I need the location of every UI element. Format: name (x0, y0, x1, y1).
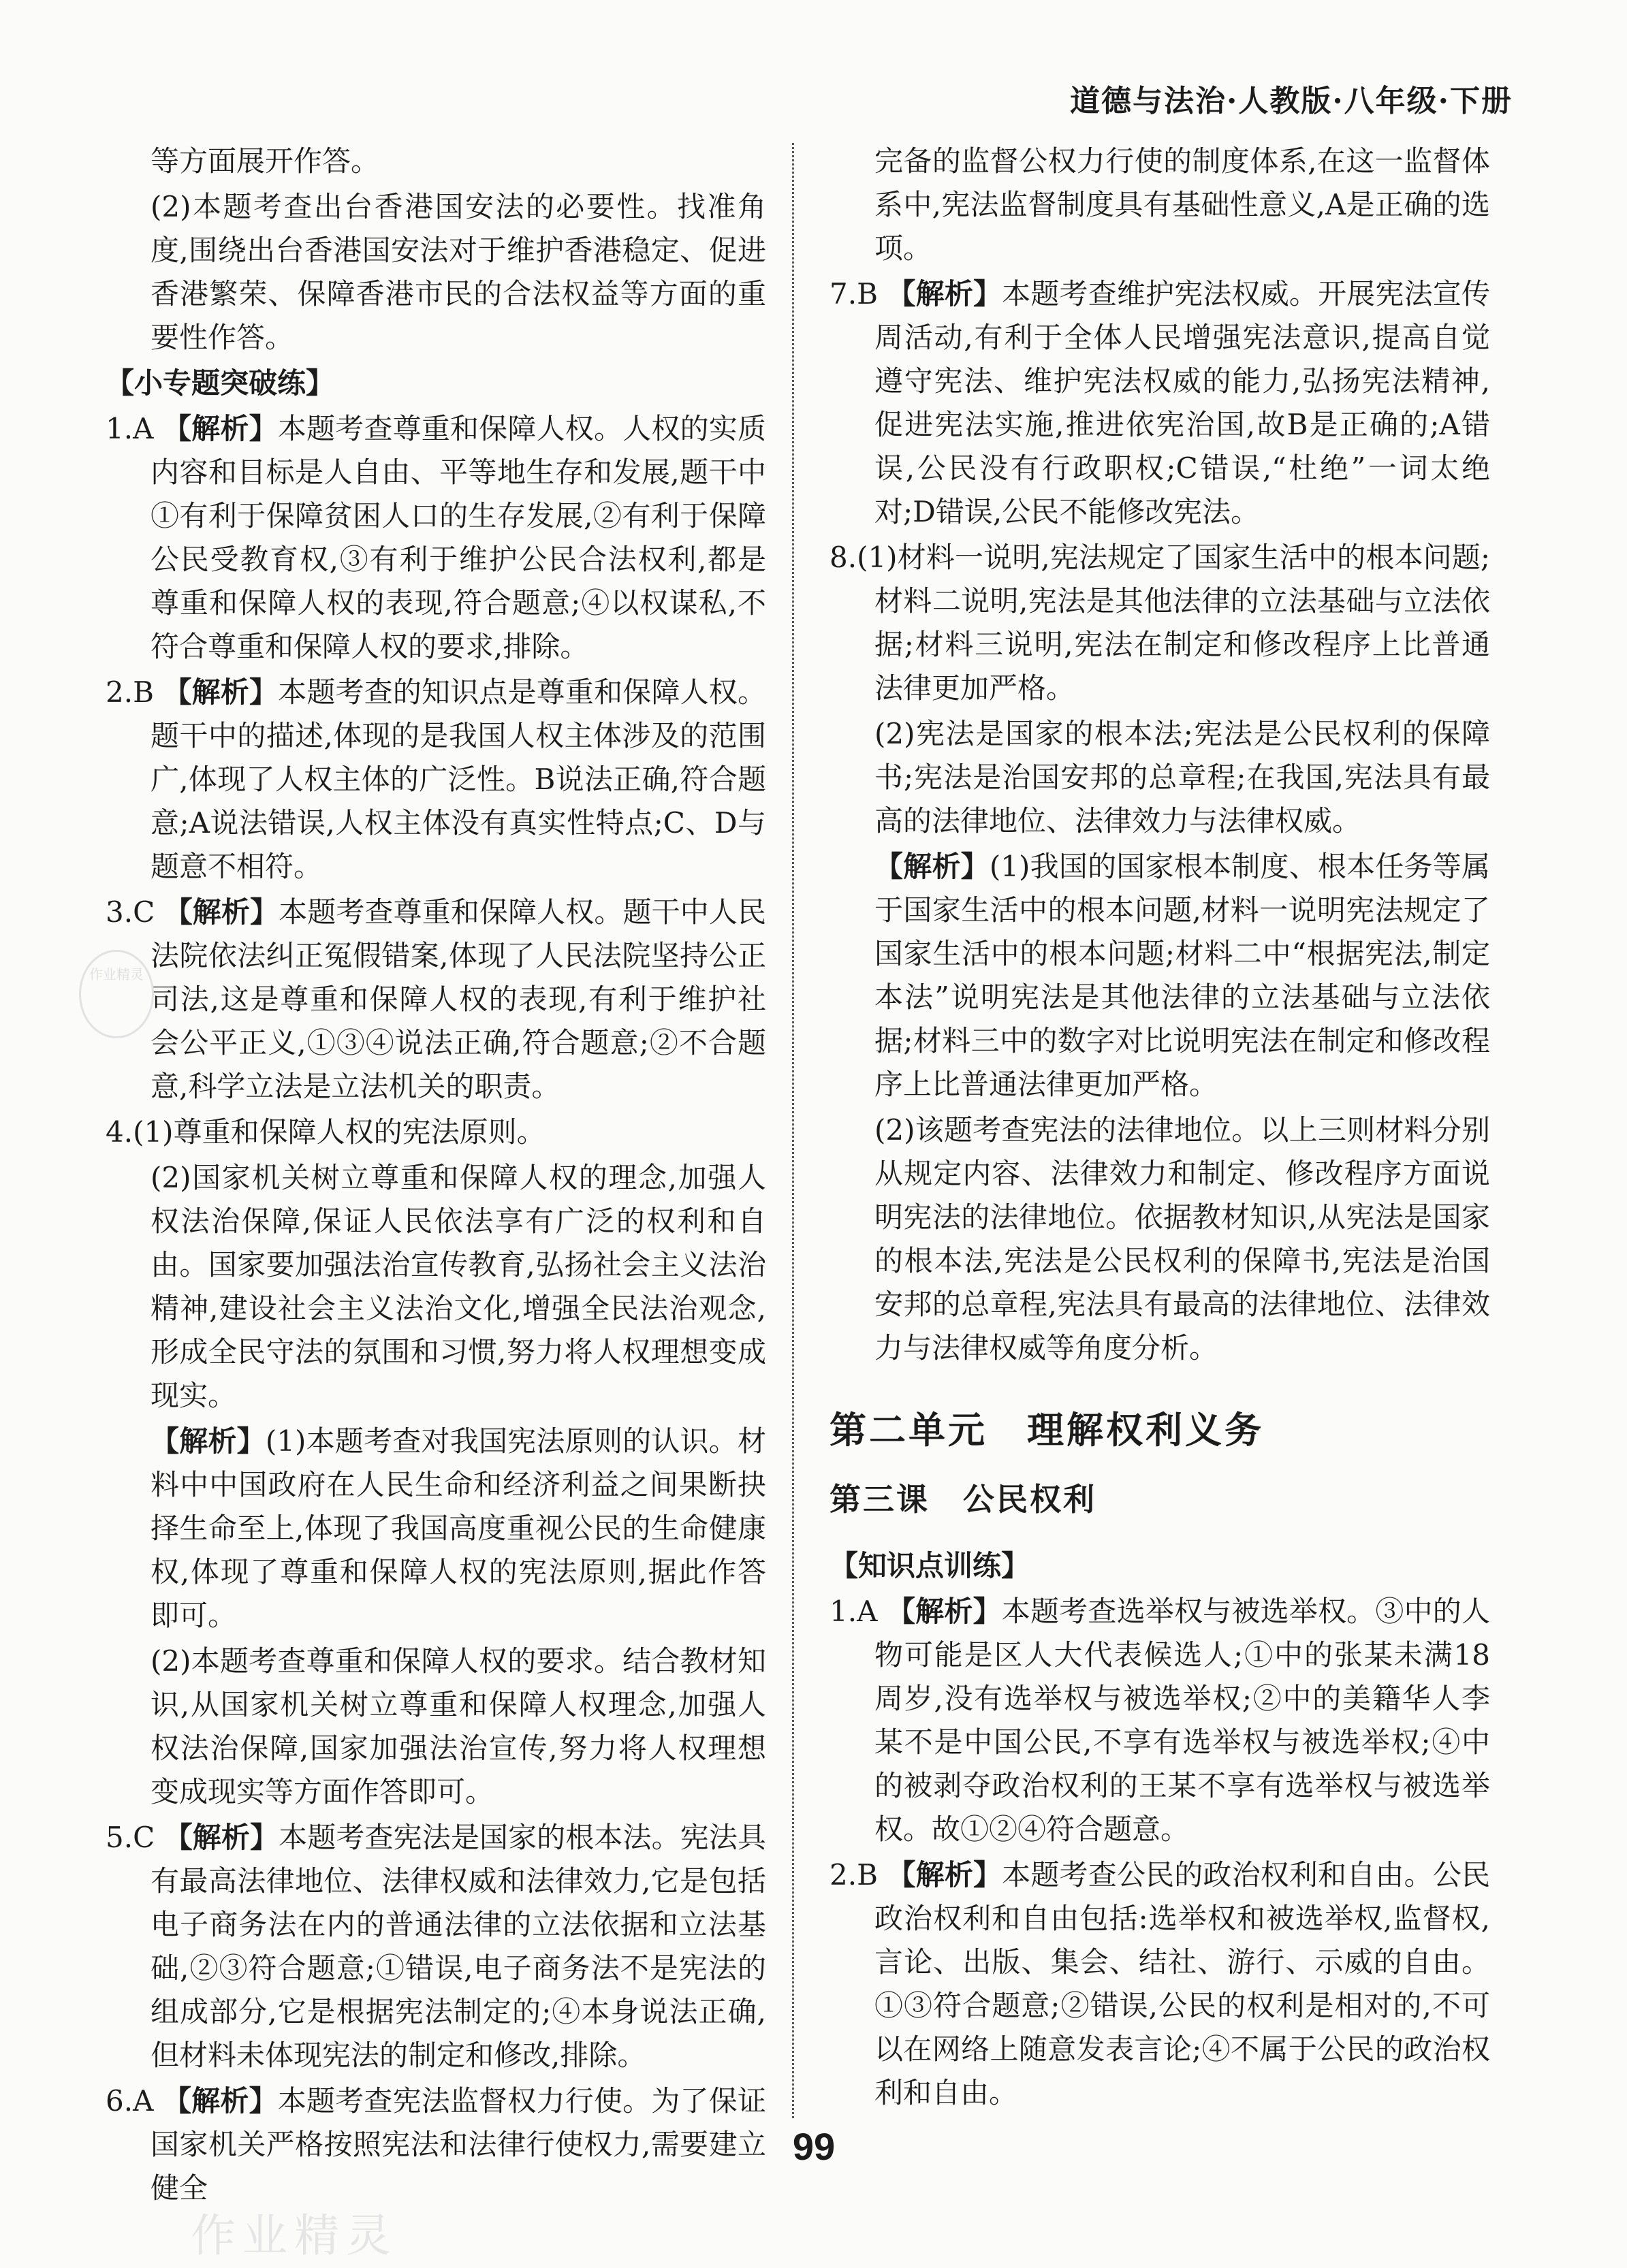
lesson-title: 第三课 公民权利 (830, 1481, 1096, 1518)
answer-item-4-part2: (2)国家机关树立尊重和保障人权的理念,加强人权法治保障,保证人民依法享有广泛的权利和自由。国家要加强法治宣传教育,弘扬社会主义法治精神,建设社会主义法治文化,增强全民法治观念,形成全民守法的氛围和习惯,努力将人权理想变成现实。 (151, 1161, 766, 1412)
knowledge-item-2: 2.B 【解析】本题考查公民的政治权利和自由。公民政治权利和自由包括:选举权和被选举权,监督权,言论、出版、集会、结社、游行、示威的自由。①③符合题意;②错误,公民的权利是相对的,不可以在网络上随意发表言论;④不属于公民的政治权利和自由。 (830, 1858, 1490, 2109)
answer-item-8: 8.(1)材料一说明,宪法规定了国家生活中的根本问题;材料二说明,宪法是其他法律的立法基础与立法依据;材料三说明,宪法在制定和修改程序上比普通法律更加严格。 (830, 541, 1490, 705)
analysis-item-8-part2: (2)该题考查宪法的法律地位。以上三则材料分别从规定内容、法律效力和制定、修改程序方面说明宪法的法律地位。依据教材知识,从宪法是国家的根本法,宪法是公民权利的保障书,宪法是治国安邦的总章程,宪法具有最高的法律地位、法律效力与法律权威等角度分析。 (874, 1113, 1490, 1364)
answer-continuation: 完备的监督公权力行使的制度体系,在这一监督体系中,宪法监督制度具有基础性意义,A是正确的选项。 (874, 144, 1490, 265)
left-column (106, 140, 766, 2212)
analysis-item-4-part2: (2)本题考查尊重和保障人权的要求。结合教材知识,从国家机关树立尊重和保障人权理念,加强人权法治保障,国家加强法治宣传,努力将人权理想变成现实等方面作答即可。 (151, 1644, 766, 1808)
section-heading: 【知识点训练】 (830, 1549, 1030, 1582)
column-divider (792, 143, 794, 2118)
answer-item-8-part2: (2)宪法是国家的根本法;宪法是公民权利的保障书;宪法是治国安邦的总章程;在我国,宪法具有最高的法律地位、法律效力与法律权威。 (874, 717, 1490, 837)
answer-item-5: 5.C 【解析】本题考查宪法是国家的根本法。宪法具有最高法律地位、法律权威和法律效力,它是包括电子商务法在内的普通法律的立法依据和立法基础,②③符合题意;①错误,电子商务法不是宪法的组成部分,它是根据宪法制定的;④本身说法正确,但材料未体现宪法的制定和修改,排除。 (106, 1821, 766, 2072)
answer-paragraph: (2)本题考查出台香港国安法的必要性。找准角度,围绕出台香港国安法对于维护香港稳定、促进香港繁荣、保障香港市民的合法权益等方面的重要性作答。 (151, 190, 766, 354)
unit-title: 第二单元 理解权利义务 (830, 1408, 1264, 1452)
answer-item-3: 3.C 【解析】本题考查尊重和保障人权。题干中人民法院依法纠正冤假错案,体现了人民法院坚持公正司法,这是尊重和保障人权的表现,有利于维护社会公平正义,①③④说法正确,符合题意;②不合题意,科学立法是立法机关的职责。 (106, 895, 766, 1103)
answer-continuation: 等方面展开作答。 (151, 144, 380, 178)
watermark-text: 作业精灵 (191, 2209, 398, 2262)
answer-item-6: 6.A 【解析】本题考查宪法监督权力行使。为了保证国家机关严格按照宪法和法律行使权力,需要建立健全 (106, 2084, 766, 2205)
knowledge-item-1: 1.A 【解析】本题考查选举权与被选举权。③中的人物可能是区人大代表候选人;①中的张某未满18周岁,没有选举权与被选举权;②中的美籍华人李某不是中国公民,不享有选举权与被选举权;④中的被剥夺政治权利的王某不享有选举权与被选举权。故①②④符合题意。 (830, 1595, 1490, 1846)
analysis-item-4: 【解析】(1)本题考查对我国宪法原则的认识。材料中中国政府在人民生命和经济利益之间果断抉择生命至上,体现了我国高度重视公民的生命健康权,体现了尊重和保障人权的宪法原则,据此作答即可。 (151, 1424, 766, 1632)
answer-item-7: 7.B 【解析】本题考查维护宪法权威。开展宪法宣传周活动,有利于全体人民增强宪法意识,提高自觉遵守宪法、维护宪法权威的能力,弘扬宪法精神,促进宪法实施,推进依宪治国,故B是正确的;A错误,公民没有行政职权;C错误,“杜绝”一词太绝对;D错误,公民不能修改宪法。 (830, 277, 1490, 528)
right-column (830, 140, 1490, 2117)
watermark-stamp: 作业精灵 (79, 950, 154, 1038)
page-number: 99 (792, 2125, 836, 2168)
answer-item-4: 4.(1)尊重和保障人权的宪法原则。 (106, 1115, 546, 1149)
answer-item-2: 2.B 【解析】本题考查的知识点是尊重和保障人权。题干中的描述,体现的是我国人权主体涉及的范围广,体现了人权主体的广泛性。B说法正确,符合题意;A说法错误,人权主体没有真实性特点;C、D与题意不相符。 (106, 675, 766, 883)
answer-item-1: 1.A 【解析】本题考查尊重和保障人权。人权的实质内容和目标是人自由、平等地生存和发展,题干中①有利于保障贫困人口的生存发展,②有利于保障公民受教育权,③有利于维护公民合法权利,都是尊重和保障人权的表现,符合题意;④以权谋私,不符合尊重和保障人权的要求,排除。 (106, 412, 766, 663)
analysis-item-8: 【解析】(1)我国的国家根本制度、根本任务等属于国家生活中的根本问题,材料一说明宪法规定了国家生活中的根本问题;材料二中“根据宪法,制定本法”说明宪法是其他法律的立法基础与立法依据;材料三中的数字对比说明宪法在制定和修改程序上比普通法律更加严格。 (874, 850, 1490, 1101)
section-heading: 【小专题突破练】 (106, 366, 335, 400)
running-header: 道德与法治·人教版·八年级·下册 (1070, 84, 1513, 118)
